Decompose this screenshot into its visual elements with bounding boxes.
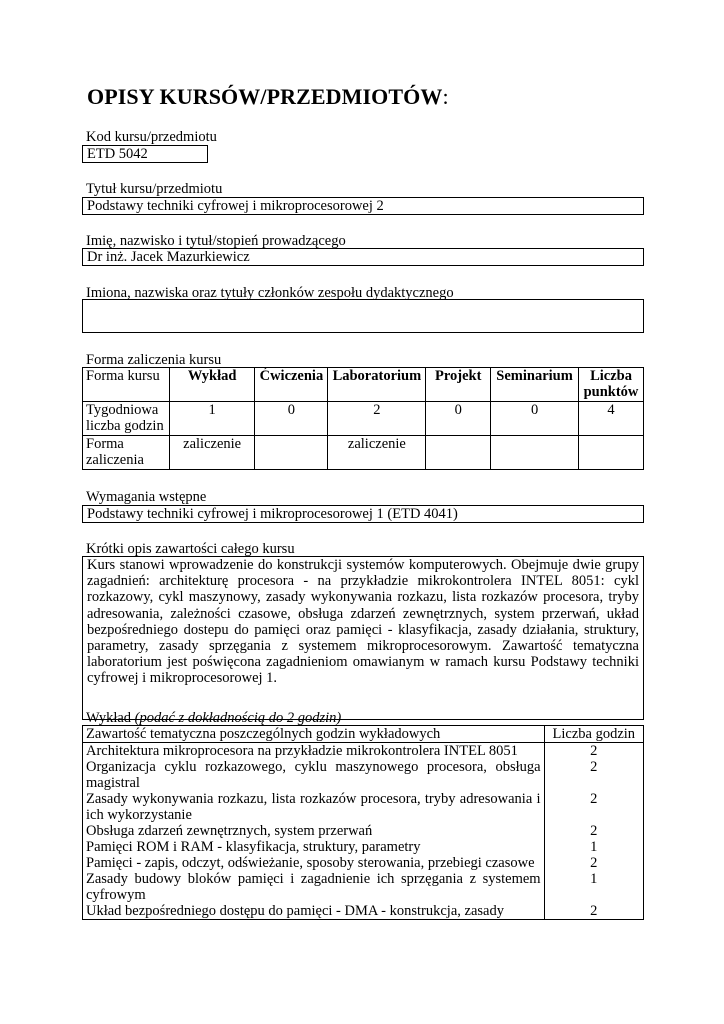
cell: [255, 436, 328, 470]
cell: 4: [579, 402, 644, 436]
cell: 0: [491, 402, 579, 436]
lecture-label-text: Wykład: [86, 710, 132, 726]
topic-cell: Organizacja cyklu rozkazowego, cyklu maszynowego procesora, obsługa magistral: [83, 759, 545, 791]
cell: 0: [255, 402, 328, 436]
row-label: Forma zaliczenia: [83, 436, 170, 470]
cell: [491, 436, 579, 470]
cell: zaliczenie: [169, 436, 255, 470]
course-code-label: Kod kursu/przedmiotu: [86, 129, 217, 145]
hours-cell: 2: [544, 743, 643, 760]
hours-cell: 2: [544, 759, 643, 791]
assessment-row-hours: [83, 402, 644, 436]
table-row: [83, 903, 644, 920]
lecture-label: [86, 710, 341, 726]
table-row: [83, 759, 644, 791]
header-hours: Liczba godzin: [544, 726, 643, 743]
table-row: [83, 743, 644, 760]
lecturer-label: Imię, nazwisko i tytuł/stopień prowadzącego: [86, 233, 346, 249]
header-cwiczenia: Ćwiczenia: [255, 368, 328, 402]
cell: zaliczenie: [328, 436, 426, 470]
hours-cell: 1: [544, 839, 643, 855]
header-forma-kursu: Forma kursu: [83, 368, 170, 402]
row-label: Tygodniowa liczba godzin: [83, 402, 170, 436]
hours-cell: 2: [544, 823, 643, 839]
topic-cell: Zasady budowy bloków pamięci i zagadnienie ich sprzęgania z systemem cyfrowym: [83, 871, 545, 903]
hours-cell: 2: [544, 903, 643, 920]
header-laboratorium: Laboratorium: [328, 368, 426, 402]
description-label: Krótki opis zawartości całego kursu: [86, 541, 295, 557]
assessment-header-row: [83, 368, 644, 402]
team-field: [82, 299, 644, 333]
course-title-label: Tytuł kursu/przedmiotu: [86, 181, 223, 197]
topic-cell: Architektura mikroprocesora na przykładzie mikrokontrolera INTEL 8051: [83, 743, 545, 760]
lecture-label-note: (podać z dokładnością do 2 godzin): [134, 710, 342, 726]
cell: 0: [426, 402, 491, 436]
cell: [579, 436, 644, 470]
table-row: [83, 855, 644, 871]
table-row: [83, 871, 644, 903]
header-projekt: Projekt: [426, 368, 491, 402]
prerequisites-label: Wymagania wstępne: [86, 489, 207, 505]
hours-cell: 2: [544, 791, 643, 823]
assessment-row-form: [83, 436, 644, 470]
lecture-table: [82, 725, 644, 920]
header-topic: Zawartość tematyczna poszczególnych godzin wykładowych: [83, 726, 545, 743]
page-title: OPISY KURSÓW/PRZEDMIOTÓW:: [87, 84, 449, 109]
topic-cell: Zasady wykonywania rozkazu, lista rozkazów procesora, tryby adresowania i ich wykorzystanie: [83, 791, 545, 823]
hours-cell: 1: [544, 871, 643, 903]
description-box: Kurs stanowi wprowadzenie do konstrukcji systemów komputerowych. Obejmuje dwie grupy zagadnień: architekturę procesora - na przykładzie mikrokontrolera INTEL 8051: cykl rozkazowy, cykl maszynowy, zasady wykonywania rozkazu, lista rozkazów procesora, tryby adresowania, zależności czasowe, obsługa zdarzeń zewnętrznych, system przerwań, układ bezpośredniego dostepu do pamięci oraz pamięci - klasyfikacja, zasady działania, struktury, parametry, zasady sprzęgania z systemem mikroprocesorowym. Zawartość tematyczna laboratorium jest poświęcona zagadnieniom omawianym w ramach kursu Podstawy techniki cyfrowej i mikroprocesorowej 1.: [82, 556, 644, 720]
course-title-field: Podstawy techniki cyfrowej i mikroprocesorowej 2: [82, 197, 644, 215]
topic-cell: Pamięci - zapis, odczyt, odświeżanie, sposoby sterowania, przebiegi czasowe: [83, 855, 545, 871]
cell: 2: [328, 402, 426, 436]
header-liczba-punktow: Liczba punktów: [579, 368, 644, 402]
header-wyklad: Wykład: [169, 368, 255, 402]
lecture-header-row: [83, 726, 644, 743]
header-seminarium: Seminarium: [491, 368, 579, 402]
team-label: Imiona, nazwiska oraz tytuły członków zespołu dydaktycznego: [86, 285, 454, 301]
table-row: [83, 791, 644, 823]
assessment-label: Forma zaliczenia kursu: [86, 352, 222, 368]
lecturer-field: Dr inż. Jacek Mazurkiewicz: [82, 248, 644, 266]
cell: 1: [169, 402, 255, 436]
assessment-table: [82, 367, 644, 470]
topic-cell: Układ bezpośredniego dostępu do pamięci - DMA - konstrukcja, zasady: [83, 903, 545, 920]
cell: [426, 436, 491, 470]
prerequisites-field: Podstawy techniki cyfrowej i mikroprocesorowej 1 (ETD 4041): [82, 505, 644, 523]
table-row: [83, 839, 644, 855]
course-code-field: ETD 5042: [82, 145, 208, 163]
table-row: [83, 823, 644, 839]
topic-cell: Obsługa zdarzeń zewnętrznych, system przerwań: [83, 823, 545, 839]
hours-cell: 2: [544, 855, 643, 871]
topic-cell: Pamięci ROM i RAM - klasyfikacja, struktury, parametry: [83, 839, 545, 855]
